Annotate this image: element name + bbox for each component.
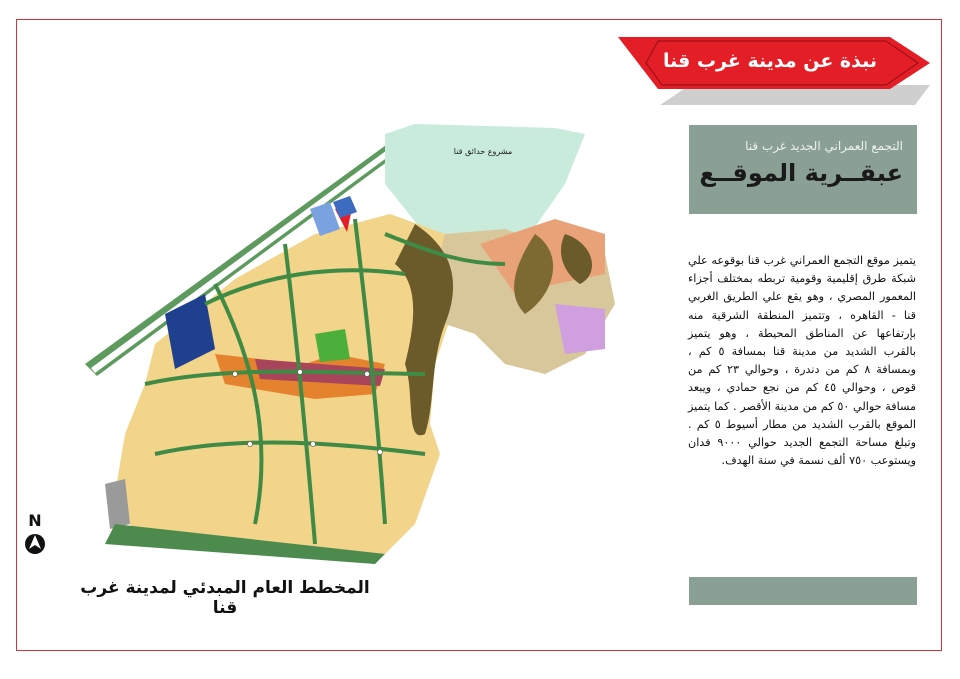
map-label: مشروع حدائق قنا	[453, 147, 513, 156]
banner-title: نبذة عن مدينة غرب قنا	[663, 50, 877, 72]
site-description: يتميز موقع التجمع العمراني غرب قنا بوقوعه علي شبكة طرق إقليمية وقومية تربطه بمختلف أجزاء المعمور المصري ، وهو يقع علي الطريق الغربي قنا - القاهره ، وتتميز المنطقة الشرقية منه بإرتفاعها عن المناطق المحيطة ، وهو يتميز بالقرب الشديد من مدينة قنا بمسافة ٥ كم ، وبمسافة ٨ كم من دندرة ، وحوالي ٢٣ كم من قوص ، وحوالي ٤٥ كم من نجع حمادي ، ويبعد مسافة حوالي ٥٠ كم من مدينة الأقصر . كما يتميز الموقع بالقرب الشديد من مطار أسيوط ٥ كم . وتبلغ مساحة التجمع الجديد حوالي ٩٠٠٠ فدان ويستوعب ٧٥٠ ألف نسمة في سنة الهدف.	[688, 254, 917, 468]
bottom-bar	[689, 577, 917, 605]
title-subtitle: التجمع العمراني الجديد غرب قنا	[745, 139, 903, 153]
title-box	[689, 125, 917, 214]
map-caption: المخطط العام المبدئي لمدينة غرب قنا	[80, 578, 370, 618]
master-plan-map	[85, 124, 615, 564]
north-arrow-icon	[22, 510, 48, 560]
title-heading: عبقــرية الموقــع	[699, 159, 903, 187]
north-label: N	[28, 511, 42, 530]
